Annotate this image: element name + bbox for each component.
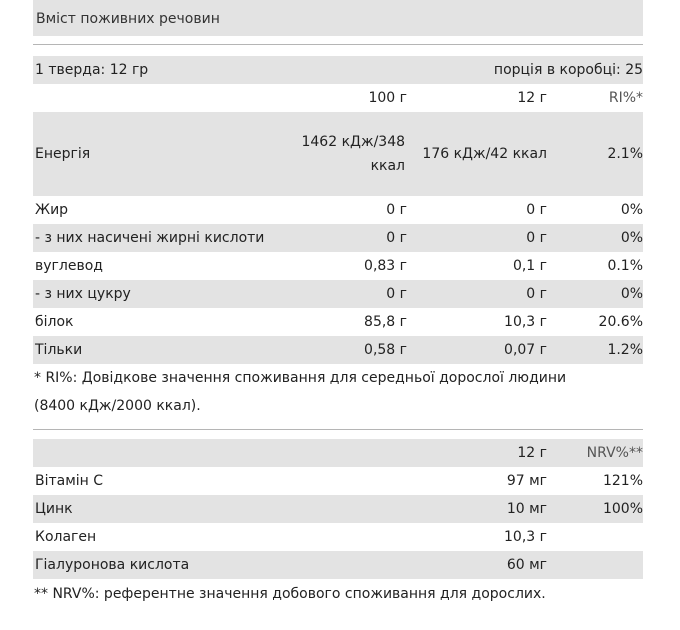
nutrient-name: Тільки — [33, 336, 297, 364]
value-ri: 0% — [620, 202, 644, 218]
value-per-serving: 0 г — [526, 202, 548, 218]
header-per-serving: 12 г — [407, 439, 547, 467]
serving-size: 1 тверда: 12 гр — [33, 56, 407, 84]
servings-per-box: порція в коробці: 25 — [407, 56, 643, 84]
table-row — [33, 112, 643, 196]
nutrient-name: вуглевод — [35, 258, 103, 274]
table-row — [33, 495, 643, 523]
nutrient-name: Жир — [35, 202, 69, 218]
table-row — [33, 224, 643, 252]
table-row — [33, 523, 643, 551]
nutrient-name: Цинк — [33, 495, 407, 523]
table-row — [33, 280, 643, 308]
nutrition-table — [33, 56, 643, 364]
value-nrv: 100% — [547, 495, 643, 523]
nutrient-name: - з них насичені жирні кислоти — [33, 224, 297, 252]
table-row — [33, 551, 643, 579]
header-per-serving: 12 г — [517, 90, 548, 106]
ri-footnote: * RI%: Довідкове значення споживання для середньої дорослої людини (8400 кДж/2000 ккал). — [34, 370, 567, 414]
header-nutrient — [33, 439, 407, 467]
serving-row — [33, 56, 643, 84]
value-per-serving: 0 г — [407, 280, 547, 308]
header-per-100g: 100 г — [368, 90, 408, 106]
value-per-100g: 0,58 г — [297, 336, 407, 364]
table-row — [33, 196, 643, 224]
value-per-100g: 85,8 г — [364, 314, 408, 330]
table-row — [33, 467, 643, 495]
value-ri: 1.2% — [547, 336, 643, 364]
header-nrv: NRV%** — [547, 439, 643, 467]
table-row — [33, 336, 643, 364]
vitamins-table — [33, 439, 643, 579]
value-per-serving: 60 мг — [407, 551, 547, 579]
table-header-row — [33, 84, 643, 112]
panel-title: Вміст поживних речовин — [33, 0, 643, 36]
nutrient-name: Колаген — [35, 529, 97, 545]
nutrient-name: Енергія — [33, 112, 297, 196]
header-nutrient — [33, 84, 297, 112]
nutrient-name: Гіалуронова кислота — [33, 551, 407, 579]
value-per-serving: 10,3 г — [504, 314, 548, 330]
value-per-serving: 0,07 г — [407, 336, 547, 364]
header-ri: RI%* — [608, 90, 644, 106]
value-per-serving: 10 мг — [407, 495, 547, 523]
value-per-100g: 0 г — [297, 280, 407, 308]
nutrient-name: білок — [35, 314, 74, 330]
value-per-serving: 0 г — [407, 224, 547, 252]
value-ri: 2.1% — [547, 112, 643, 196]
value-nrv: 121% — [602, 473, 643, 489]
value-per-100g: 0 г — [297, 224, 407, 252]
table-header-row — [33, 439, 643, 467]
value-per-serving: 10,3 г — [504, 529, 547, 545]
value-per-100g: 0 г — [386, 202, 408, 218]
value-ri: 20.6% — [598, 314, 644, 330]
value-per-serving: 176 кДж/42 ккал — [407, 112, 547, 196]
value-nrv — [547, 523, 643, 551]
nutrition-panel — [33, 0, 643, 608]
table-row — [33, 308, 643, 336]
table-row — [33, 252, 643, 280]
value-per-100g: 0,83 г — [364, 258, 408, 274]
value-per-serving: 97 мг — [506, 473, 547, 489]
value-nrv — [547, 551, 643, 579]
value-per-serving: 0,1 г — [512, 258, 548, 274]
value-ri: 0% — [547, 280, 643, 308]
nutrient-name: Вітамін С — [35, 473, 104, 489]
nutrient-name: - з них цукру — [33, 280, 297, 308]
value-ri: 0.1% — [607, 258, 644, 274]
value-per-100g: 1462 кДж/348 ккал — [297, 112, 407, 196]
nrv-footnote: ** NRV%: референтне значення добового споживання для дорослих. — [34, 586, 546, 602]
value-ri: 0% — [547, 224, 643, 252]
